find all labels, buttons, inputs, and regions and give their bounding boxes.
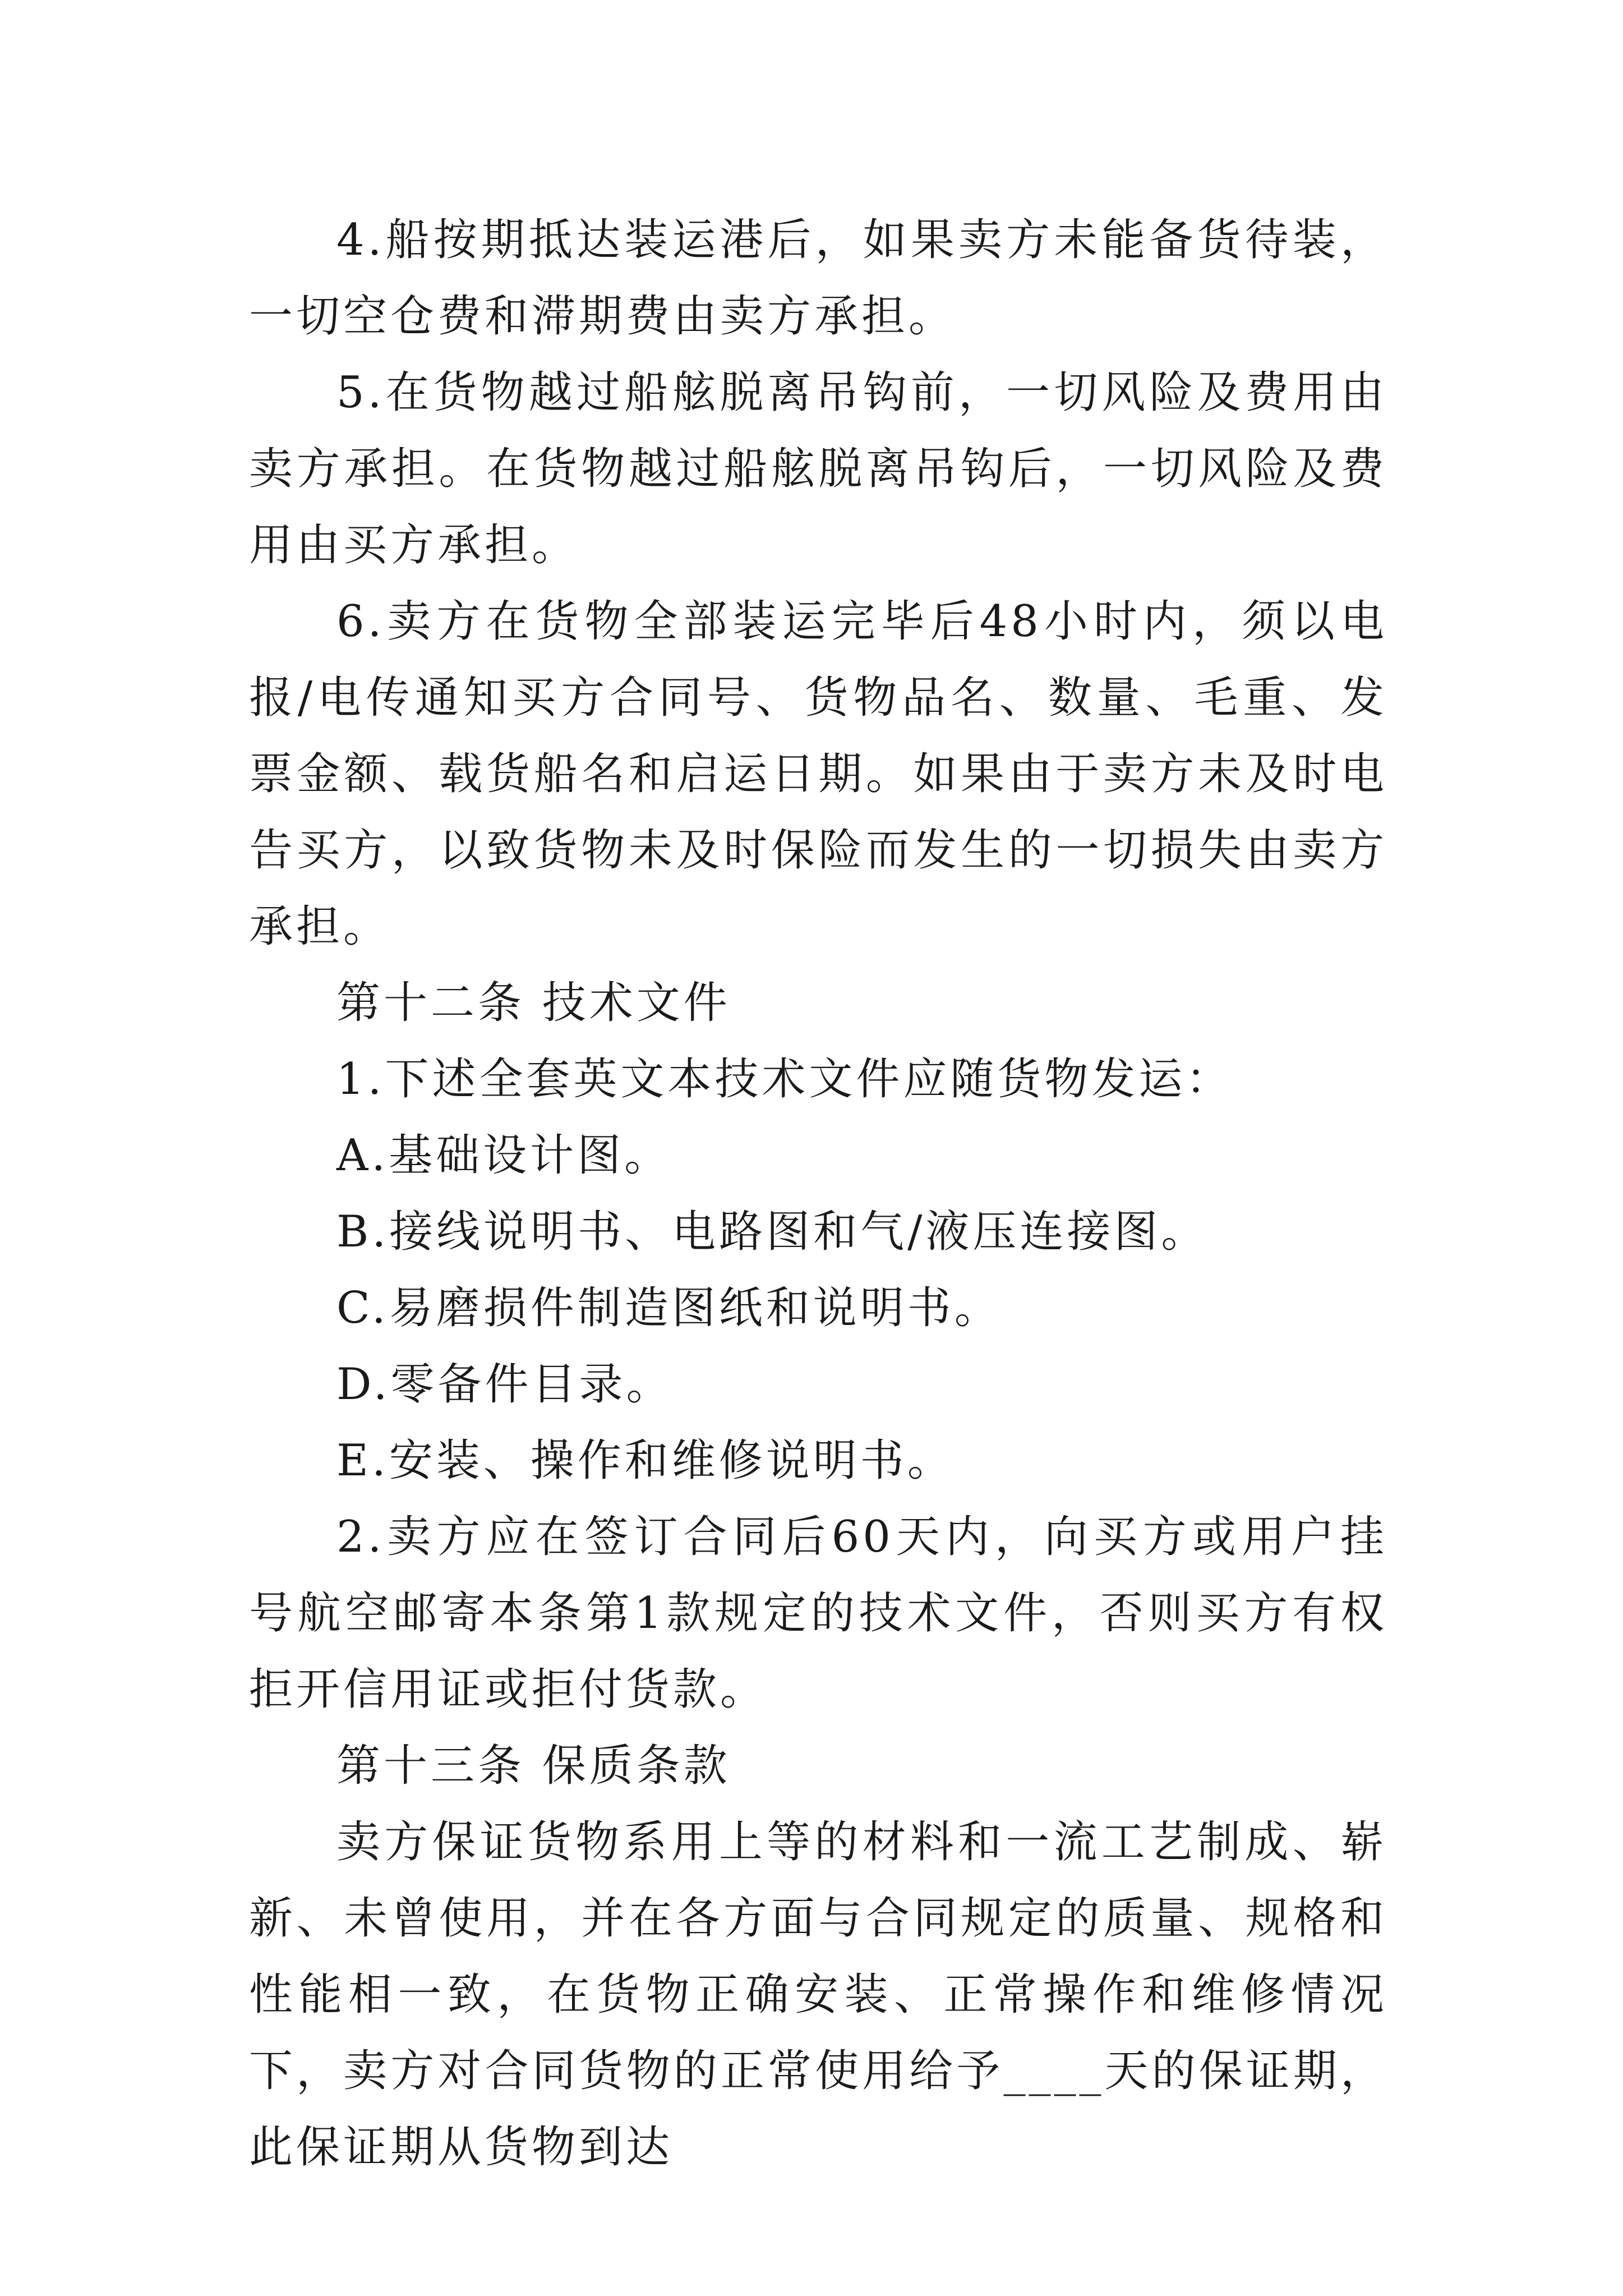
document-body: [249, 202, 1387, 2185]
clause-12-item-a: A.基础设计图。: [336, 1130, 672, 1181]
clause-11-item-6: 6.卖方在货物全部装运完毕后48小时内，须以电报/电传通知买方合同号、货物品名、数量、毛重、发票金额、载货船名和启运日期。如果由于卖方未及时电告买方，以致货物未及时保险而发生的一切损失由卖方承担。: [249, 596, 1387, 952]
clause-12-item-d: D.零备件目录。: [336, 1359, 674, 1410]
clause-12-item-e: E.安装、操作和维修说明书。: [336, 1435, 955, 1486]
clause-12-item-1: 1.下述全套英文本技术文件应随货物发运：: [336, 1054, 1233, 1105]
clause-12-item-b: B.接线说明书、电路图和气/液压连接图。: [336, 1207, 1209, 1257]
clause-12-heading: 第十二条 技术文件: [336, 978, 731, 1028]
clause-12-item-2: 2.卖方应在签订合同后60天内，向买方或用户挂号航空邮寄本条第1款规定的技术文件，否则买方有权拒开信用证或拒付货款。: [249, 1512, 1387, 1715]
clause-12-item-c: C.易磨损件制造图纸和说明书。: [336, 1283, 1002, 1333]
clause-11-item-5: 5.在货物越过船舷脱离吊钩前，一切风险及费用由卖方承担。在货物越过船舷脱离吊钩后，一切风险及费用由买方承担。: [249, 367, 1387, 570]
clause-13-body: 卖方保证货物系用上等的材料和一流工艺制成、崭新、未曾使用，并在各方面与合同规定的质量、规格和性能相一致，在货物正确安装、正常操作和维修情况下，卖方对合同货物的正常使用给予____天的保证期，此保证期从货物到达: [249, 1817, 1387, 2173]
clause-13-heading: 第十三条 保质条款: [336, 1741, 731, 1791]
clause-11-item-4: 4.船按期抵达装运港后，如果卖方未能备货待装，一切空仓费和滞期费由卖方承担。: [249, 215, 1387, 342]
